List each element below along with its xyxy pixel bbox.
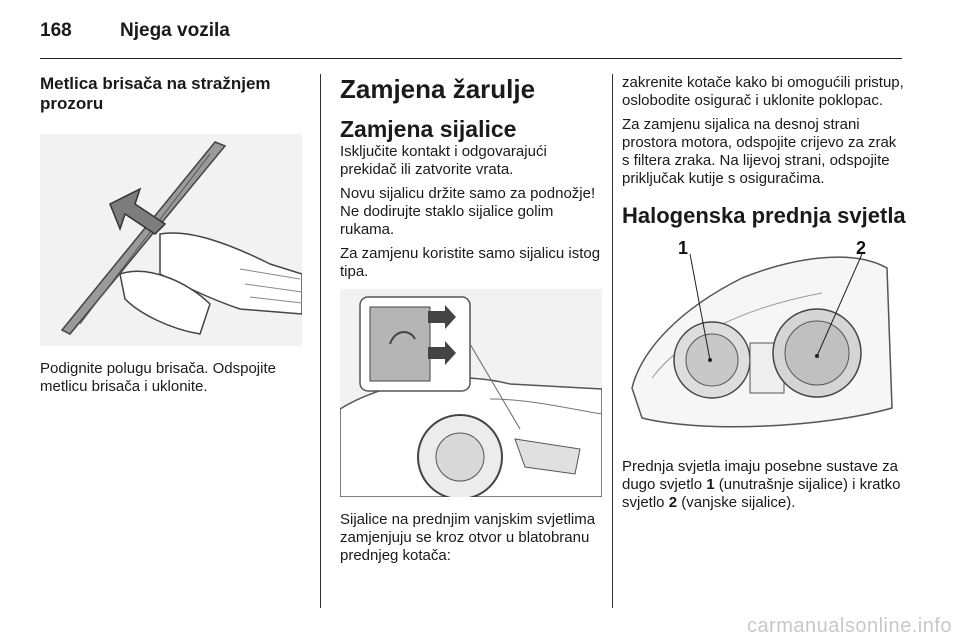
headlight-p1: zakrenite kotače kako bi omogućili pristup, oslobodite osigurač i uklonite poklopac. — [622, 74, 904, 109]
column-headlights — [622, 74, 906, 518]
header-rule — [40, 58, 902, 59]
bulb-p3: Za zamjenu koristite samo sijalicu istog tipa. — [340, 245, 601, 280]
bulb-subtitle: Zamjena sijalice — [340, 116, 517, 142]
section-title: Njega vozila — [120, 20, 230, 41]
column-divider — [612, 74, 613, 608]
page-header — [40, 20, 230, 42]
headlight-label-1: 1 — [678, 238, 689, 258]
wiper-heading: Metlica brisača na stražnjem prozoru — [40, 74, 271, 113]
wiper-illustration — [40, 134, 302, 346]
bulb-title: Zamjena žarulje — [340, 74, 536, 104]
headlight-illustration — [622, 238, 900, 436]
headlight-caption: Prednja svjetla imaju posebne sustave za dugo svjetlo 1 (unutrašnje sijalice) i kratko svjetlo 2 (vanjske sijalice). — [622, 458, 901, 511]
headlight-p2: Za zamjenu sijalica na desnoj strani prostora motora, odspojite crijevo za zrak s filtera zraka. Na lijevoj strani, odspojite priključak kutije s osiguračima. — [622, 116, 897, 187]
column-bulb — [340, 74, 606, 571]
column-divider — [320, 74, 321, 608]
headlight-label-2: 2 — [856, 238, 867, 258]
bulb-p1: Isključite kontakt i odgovarajući prekidač ili zatvorite vrata. — [340, 143, 547, 178]
halogen-heading: Halogenska prednja svjetla — [622, 203, 906, 228]
watermark: carmanualsonline.info — [746, 615, 952, 637]
car-illustration — [340, 289, 602, 497]
car-caption: Sijalice na prednjim vanjskim svjetlima zamjenjuju se kroz otvor u blatobranu prednjeg kotača: — [340, 511, 596, 564]
wiper-caption: Podignite polugu brisača. Odspojite metlicu brisača i uklonite. — [40, 360, 276, 395]
column-wiper — [40, 74, 304, 402]
page-number: 168 — [40, 20, 72, 41]
bulb-p2: Novu sijalicu držite samo za podnožje! Ne dodirujte staklo sijalice golim rukama. — [340, 185, 596, 238]
